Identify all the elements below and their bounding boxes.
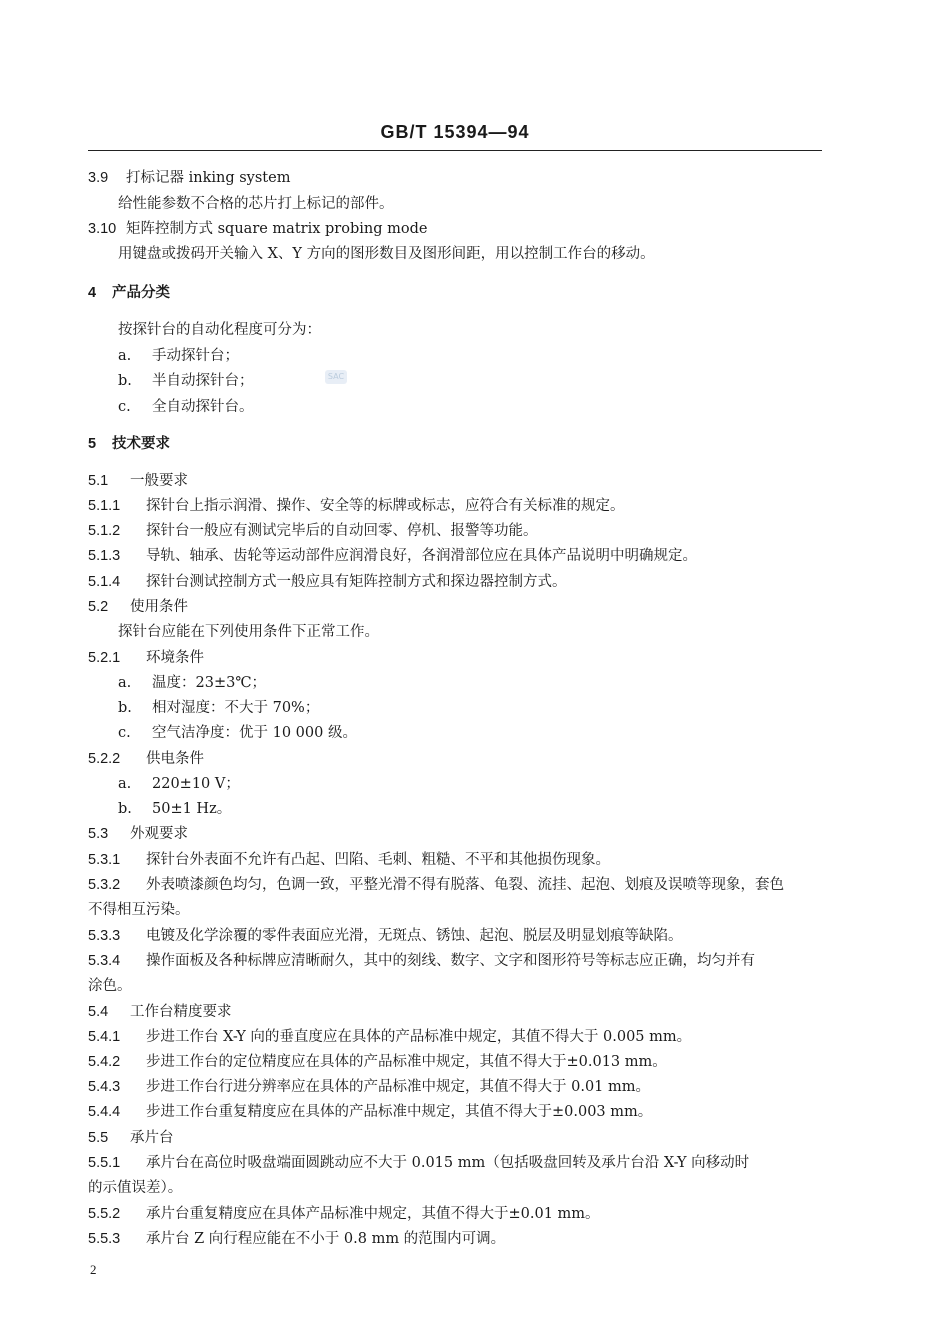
clause-5-2: 5.2 使用条件: [88, 599, 188, 615]
list-item-b: b. 半自动探针台；: [118, 373, 254, 389]
clause-5-4: 5.4 工作台精度要求: [88, 1004, 232, 1020]
clause-5-1-1: 5.1.1 探针台上指示润滑、操作、安全等的标牌或标志，应符合有关标准的规定。: [88, 498, 625, 514]
clause-5-1-4: 5.1.4 探针台测试控制方式一般应具有矩阵控制方式和探边器控制方式。: [88, 574, 567, 590]
env-item-c: c. 空气洁净度：优于 10 000 级。: [118, 725, 357, 741]
clause-5-5-3: 5.5.3 承片台 Z 向行程应能在不小于 0.8 mm 的范围内可调。: [88, 1231, 506, 1247]
env-item-b: b. 相对湿度：不大于 70%；: [118, 700, 320, 716]
clause-5-3: 5.3 外观要求: [88, 826, 188, 842]
list-item-c: c. 全自动探针台。: [118, 399, 254, 415]
section-4-heading: 4 产品分类: [88, 285, 170, 301]
standard-number-header: GB/T 15394—94: [380, 122, 530, 142]
clause-5-3-2-cont: 不得相互污染。: [88, 902, 190, 918]
clause-5-4-2: 5.4.2 步进工作台的定位精度应在具体的产品标准中规定，其值不得大于±0.013 mm。: [88, 1054, 667, 1070]
power-item-a: a. 220±10 V；: [118, 776, 240, 792]
clause-3-9: 3.9 打标记器 inking system: [88, 170, 291, 186]
clause-5-4-4: 5.4.4 步进工作台重复精度应在具体的产品标准中规定，其值不得大于±0.003 mm。: [88, 1104, 653, 1120]
clause-5-3-4-cont: 涂色。: [88, 978, 132, 994]
clause-5-2-2: 5.2.2 供电条件: [88, 751, 204, 767]
clause-3-9-text: 给性能参数不合格的芯片打上标记的部件。: [118, 196, 394, 212]
clause-5-4-1: 5.4.1 步进工作台 X-Y 向的垂直度应在具体的产品标准中规定，其值不得大于 0.005 mm。: [88, 1029, 692, 1045]
clause-5-2-1: 5.2.1 环境条件: [88, 650, 204, 666]
clause-5-3-1: 5.3.1 探针台外表面不允许有凸起、凹陷、毛刺、粗糙、不平和其他损伤现象。: [88, 852, 610, 868]
section-5-heading: 5 技术要求: [88, 436, 170, 452]
watermark-logo: SAC: [325, 370, 347, 384]
clause-5-2-text: 探针台应能在下列使用条件下正常工作。: [118, 624, 379, 640]
clause-5-5-1-cont: 的示值误差）。: [88, 1180, 183, 1196]
clause-5-3-2: 5.3.2 外表喷漆颜色均匀，色调一致，平整光滑不得有脱落、龟裂、流挂、起泡、划痕及误喷等现象，套色: [88, 877, 784, 893]
power-item-b: b. 50±1 Hz。: [118, 801, 232, 817]
clause-5-1-3: 5.1.3 导轨、轴承、齿轮等运动部件应润滑良好，各润滑部位应在具体产品说明中明确规定。: [88, 548, 697, 564]
clause-5-4-3: 5.4.3 步进工作台行进分辨率应在具体的产品标准中规定，其值不得大于 0.01 mm。: [88, 1079, 650, 1095]
clause-5-5-2: 5.5.2 承片台重复精度应在具体产品标准中规定，其值不得大于±0.01 mm。: [88, 1206, 600, 1222]
clause-5-3-4: 5.3.4 操作面板及各种标牌应清晰耐久，其中的刻线、数字、文字和图形符号等标志应正确，均匀并有: [88, 953, 755, 969]
clause-3-10-text: 用键盘或拨码开关输入 X、Y 方向的图形数目及图形间距，用以控制工作台的移动。: [118, 246, 655, 262]
page-number: 2: [90, 1262, 97, 1277]
clause-5-5-1: 5.5.1 承片台在高位时吸盘端面圆跳动应不大于 0.015 mm（包括吸盘回转及承片台沿 X-Y 向移动时: [88, 1155, 750, 1171]
clause-5-1-2: 5.1.2 探针台一般应有测试完毕后的自动回零、停机、报警等功能。: [88, 523, 538, 539]
section-4-intro: 按探针台的自动化程度可分为：: [118, 322, 321, 338]
env-item-a: a. 温度：23±3℃；: [118, 675, 267, 691]
clause-5-3-3: 5.3.3 电镀及化学涂覆的零件表面应光滑，无斑点、锈蚀、起泡、脱层及明显划痕等缺陷。: [88, 928, 683, 944]
clause-5-1: 5.1 一般要求: [88, 473, 188, 489]
clause-5-5: 5.5 承片台: [88, 1130, 174, 1146]
list-item-a: a. 手动探针台；: [118, 348, 239, 364]
header-rule: [88, 150, 822, 151]
clause-3-10: 3.10 矩阵控制方式 square matrix probing mode: [88, 221, 428, 237]
